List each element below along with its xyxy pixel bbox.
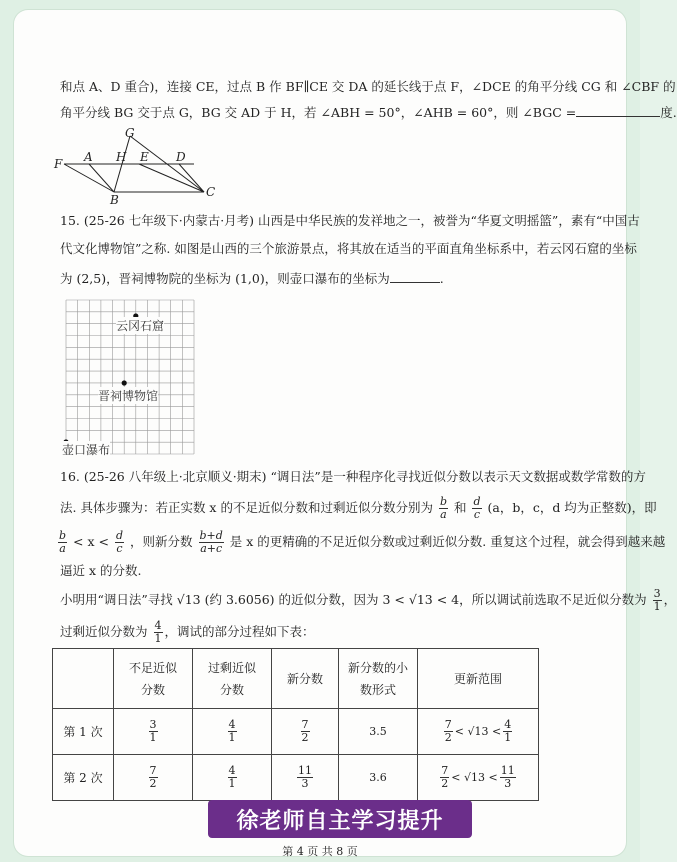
q15-line-3-text: 为 (2,5)，晋祠博物院的坐标为 (1,0)，则壶口瀑布的坐标为 [60, 271, 390, 286]
label-jinci: 晋祠博物馆 [98, 389, 159, 403]
banner-text: 徐老师自主学习提升 [236, 808, 444, 834]
label-A: A [84, 150, 93, 164]
row-label: 第 2 次 [53, 755, 114, 801]
cell-low: $\frac{7}{2}$ [114, 755, 193, 801]
cell-decimal: 3.5 [339, 709, 418, 755]
fraction-d-over-c: $\frac{d}{c}$ [473, 495, 481, 521]
watermark-banner [208, 800, 472, 838]
line-FB [64, 164, 114, 192]
answer-blank-q14[interactable] [576, 104, 660, 117]
q14-line-1: 和点 A、D 重合)，连接 CE，过点 B 作 BF∥CE 交 DA 的延长线于点 F，∠DCE 的角平分线 CG 和 ∠CBF 的 [60, 79, 676, 94]
cell-range: $\frac{7}{2}$ < √13 < $\frac{11}{3}$ [418, 755, 539, 801]
q15-line-2: 代文化博物馆”之称. 如图是山西的三个旅游景点，将其放在适当的平面直角坐标系中，若云冈石窟的坐标 [60, 241, 637, 256]
table-header-row [53, 649, 539, 709]
table-row [53, 755, 539, 801]
line-EC [139, 164, 204, 192]
tuning-table [52, 648, 539, 801]
header-high: 过剩近似 分数 [193, 649, 272, 709]
label-F: F [54, 157, 63, 171]
page-footer: 第 4 页 共 8 页 [282, 845, 358, 858]
label-C: C [206, 185, 216, 199]
point-jinci [122, 380, 127, 385]
q16-line-3 [56, 528, 665, 556]
q16-line-3-text: ，则新分数 [130, 534, 193, 549]
q16-line-1: 16. (25-26 八年级上·北京顺义·期末) “调日法”是一种程序化寻找近似分数以表示天文数据或数学常数的方 [60, 469, 646, 484]
fraction-3-over-1: $\frac{3}{1}$ [653, 587, 661, 613]
q16-line-3-end: 是 x 的更精确的不足近似分数或过剩近似分数. 重复这个过程，就会得到越来越 [229, 534, 666, 549]
fraction-d-over-c-2: $\frac{d}{c}$ [115, 529, 124, 555]
fraction-new: $\frac{b+d}{a+c}$ [199, 529, 223, 555]
header-decimal: 新分数的小 数形式 [339, 649, 418, 709]
q16-line-2 [60, 494, 657, 522]
q16-line-2-and: 和 [453, 500, 467, 515]
q14-line-2 [60, 104, 677, 122]
answer-blank-q15[interactable] [390, 270, 440, 283]
row-label: 第 1 次 [53, 709, 114, 755]
q15-line-1: 15. (25-26 七年级下·内蒙古·月考) 山西是中华民族的发祥地之一，被誉为“华夏文明摇篮”，素有“中国古 [60, 213, 640, 228]
cell-decimal: 3.6 [339, 755, 418, 801]
header-new: 新分数 [272, 649, 339, 709]
line-DC [179, 164, 204, 192]
q16-line-5 [60, 586, 676, 614]
label-hukou: 壶口瀑布 [62, 443, 111, 457]
cell-new: $\frac{11}{3}$ [272, 755, 339, 801]
cell-high: $\frac{4}{1}$ [193, 709, 272, 755]
q16-line-6-end: ，调试的部分过程如下表： [164, 624, 315, 639]
line-AB [89, 164, 114, 192]
q15-line-3 [60, 270, 444, 288]
label-G: G [125, 126, 135, 140]
q16-line-2-end: (a，b，c，d 均为正整数)，即 [487, 500, 657, 515]
q16-line-4: 逼近 x 的分数. [60, 563, 142, 578]
header-low: 不足近似 分数 [114, 649, 193, 709]
q16-line-6-text: 过剩近似分数为 [60, 624, 148, 639]
header-range: 更新范围 [418, 649, 539, 709]
label-H: H [116, 150, 127, 164]
label-E: E [140, 150, 149, 164]
label-yungang: 云冈石窟 [116, 319, 165, 333]
fraction-b-over-a: $\frac{b}{a}$ [439, 495, 447, 521]
cell-high: $\frac{4}{1}$ [193, 755, 272, 801]
header-empty [53, 649, 114, 709]
q16-line-5-text: 小明用“调日法”寻找 √13 (约 3.6056) 的近似分数，因为 3 < √13 < 4，所以调试前选取不足近似分数为 [60, 592, 647, 607]
q15-line-3-end: . [439, 271, 444, 286]
cell-low: $\frac{3}{1}$ [114, 709, 193, 755]
table-row [53, 709, 539, 755]
q14-line-2-end: 度. [660, 105, 677, 120]
label-D: D [176, 150, 186, 164]
cell-new: $\frac{7}{2}$ [272, 709, 339, 755]
q16-line-6 [60, 618, 315, 646]
q16-inequality: < x < [73, 534, 109, 549]
q14-geometry-figure [54, 126, 224, 207]
fraction-b-over-a-2: $\frac{b}{a}$ [59, 529, 67, 555]
q16-line-2-text: 法. 具体步骤为：若正实数 x 的不足近似分数和过剩近似分数分别为 [60, 500, 433, 515]
label-B: B [110, 193, 119, 207]
q16-line-5-end: ， [663, 592, 677, 607]
q14-line-2-text: 角平分线 BG 交于点 G，BG 交 AD 于 H，若 ∠ABH = 50°，∠AHB = 60°，则 ∠BGC = [60, 105, 577, 120]
fraction-4-over-1: $\frac{4}{1}$ [154, 619, 162, 645]
cell-range: $\frac{7}{2}$ < √13 < $\frac{4}{1}$ [418, 709, 539, 755]
